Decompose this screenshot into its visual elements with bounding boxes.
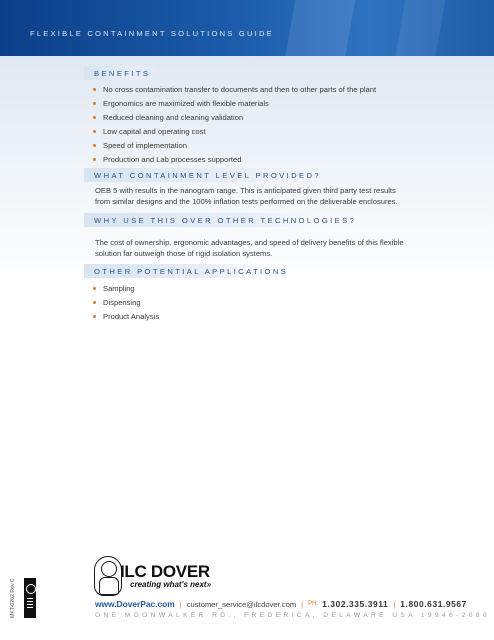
why-paragraph	[95, 238, 435, 259]
paragraph-line: OEB 5 with results in the nanogram range. This is anticipated given third party test results	[95, 186, 396, 195]
address: ONE MOONWALKER RD., FREDERICA, DELAWARE USA 19946-2080	[95, 612, 491, 619]
list-item: Ergonomics are maximized with flexible materials	[92, 97, 376, 111]
logo-name: ILC DOVER	[120, 562, 210, 581]
benefits-heading: BENEFITS	[84, 66, 156, 80]
astronaut-icon	[94, 556, 122, 596]
email-link[interactable]: customer_service@ilcdover.com	[186, 599, 297, 609]
list-item: Reduced cleaning and cleaning validation	[92, 111, 376, 125]
list-item: Sampling	[92, 282, 159, 296]
phone-number-2: 1.800.631.9567	[400, 599, 467, 609]
header-band	[0, 0, 494, 56]
paragraph-line: solution far outweigh those of rigid isolation systems.	[95, 248, 273, 258]
phone-number-1: 1.302.335.3911	[322, 599, 389, 609]
logo-tagline: creating what's next»	[130, 580, 212, 589]
paragraph-line: from similar designs and the 100% inflation tests performed on the deliverable enclosures.	[95, 196, 398, 206]
document-code: MKT-0202 Rev C	[10, 578, 16, 618]
containment-heading: WHAT CONTAINMENT LEVEL PROVIDED?	[84, 168, 294, 182]
company-logo	[90, 556, 210, 596]
applications-list	[92, 282, 159, 324]
phone-label: PH:	[308, 601, 319, 607]
website-link[interactable]: www.DoverPac.com	[95, 599, 175, 609]
guide-title: FLEXIBLE CONTAINMENT SOLUTIONS GUIDE	[30, 29, 274, 38]
list-item: Production and Lab processes supported	[92, 153, 376, 167]
list-item: Dispensing	[92, 296, 159, 310]
list-item: Low capital and operating cost	[92, 125, 376, 139]
list-item: Product Analysis	[92, 310, 159, 324]
contact-line	[95, 598, 467, 610]
paragraph-line: The cost of ownership, ergonomic advantages, and speed of delivery benefits of this flexible	[95, 238, 404, 247]
list-item: No cross contamination transfer to documents and then to other parts of the plant	[92, 83, 376, 97]
recycle-badge-icon	[24, 578, 36, 618]
applications-heading: OTHER POTENTIAL APPLICATIONS	[84, 264, 262, 278]
containment-paragraph	[95, 186, 435, 207]
separator: |	[179, 599, 182, 609]
why-heading: WHY USE THIS OVER OTHER TECHNOLOGIES?	[84, 213, 312, 227]
benefits-list	[92, 83, 376, 167]
separator: |	[393, 599, 396, 609]
list-item: Speed of implementation	[92, 139, 376, 153]
separator: |	[301, 599, 304, 609]
